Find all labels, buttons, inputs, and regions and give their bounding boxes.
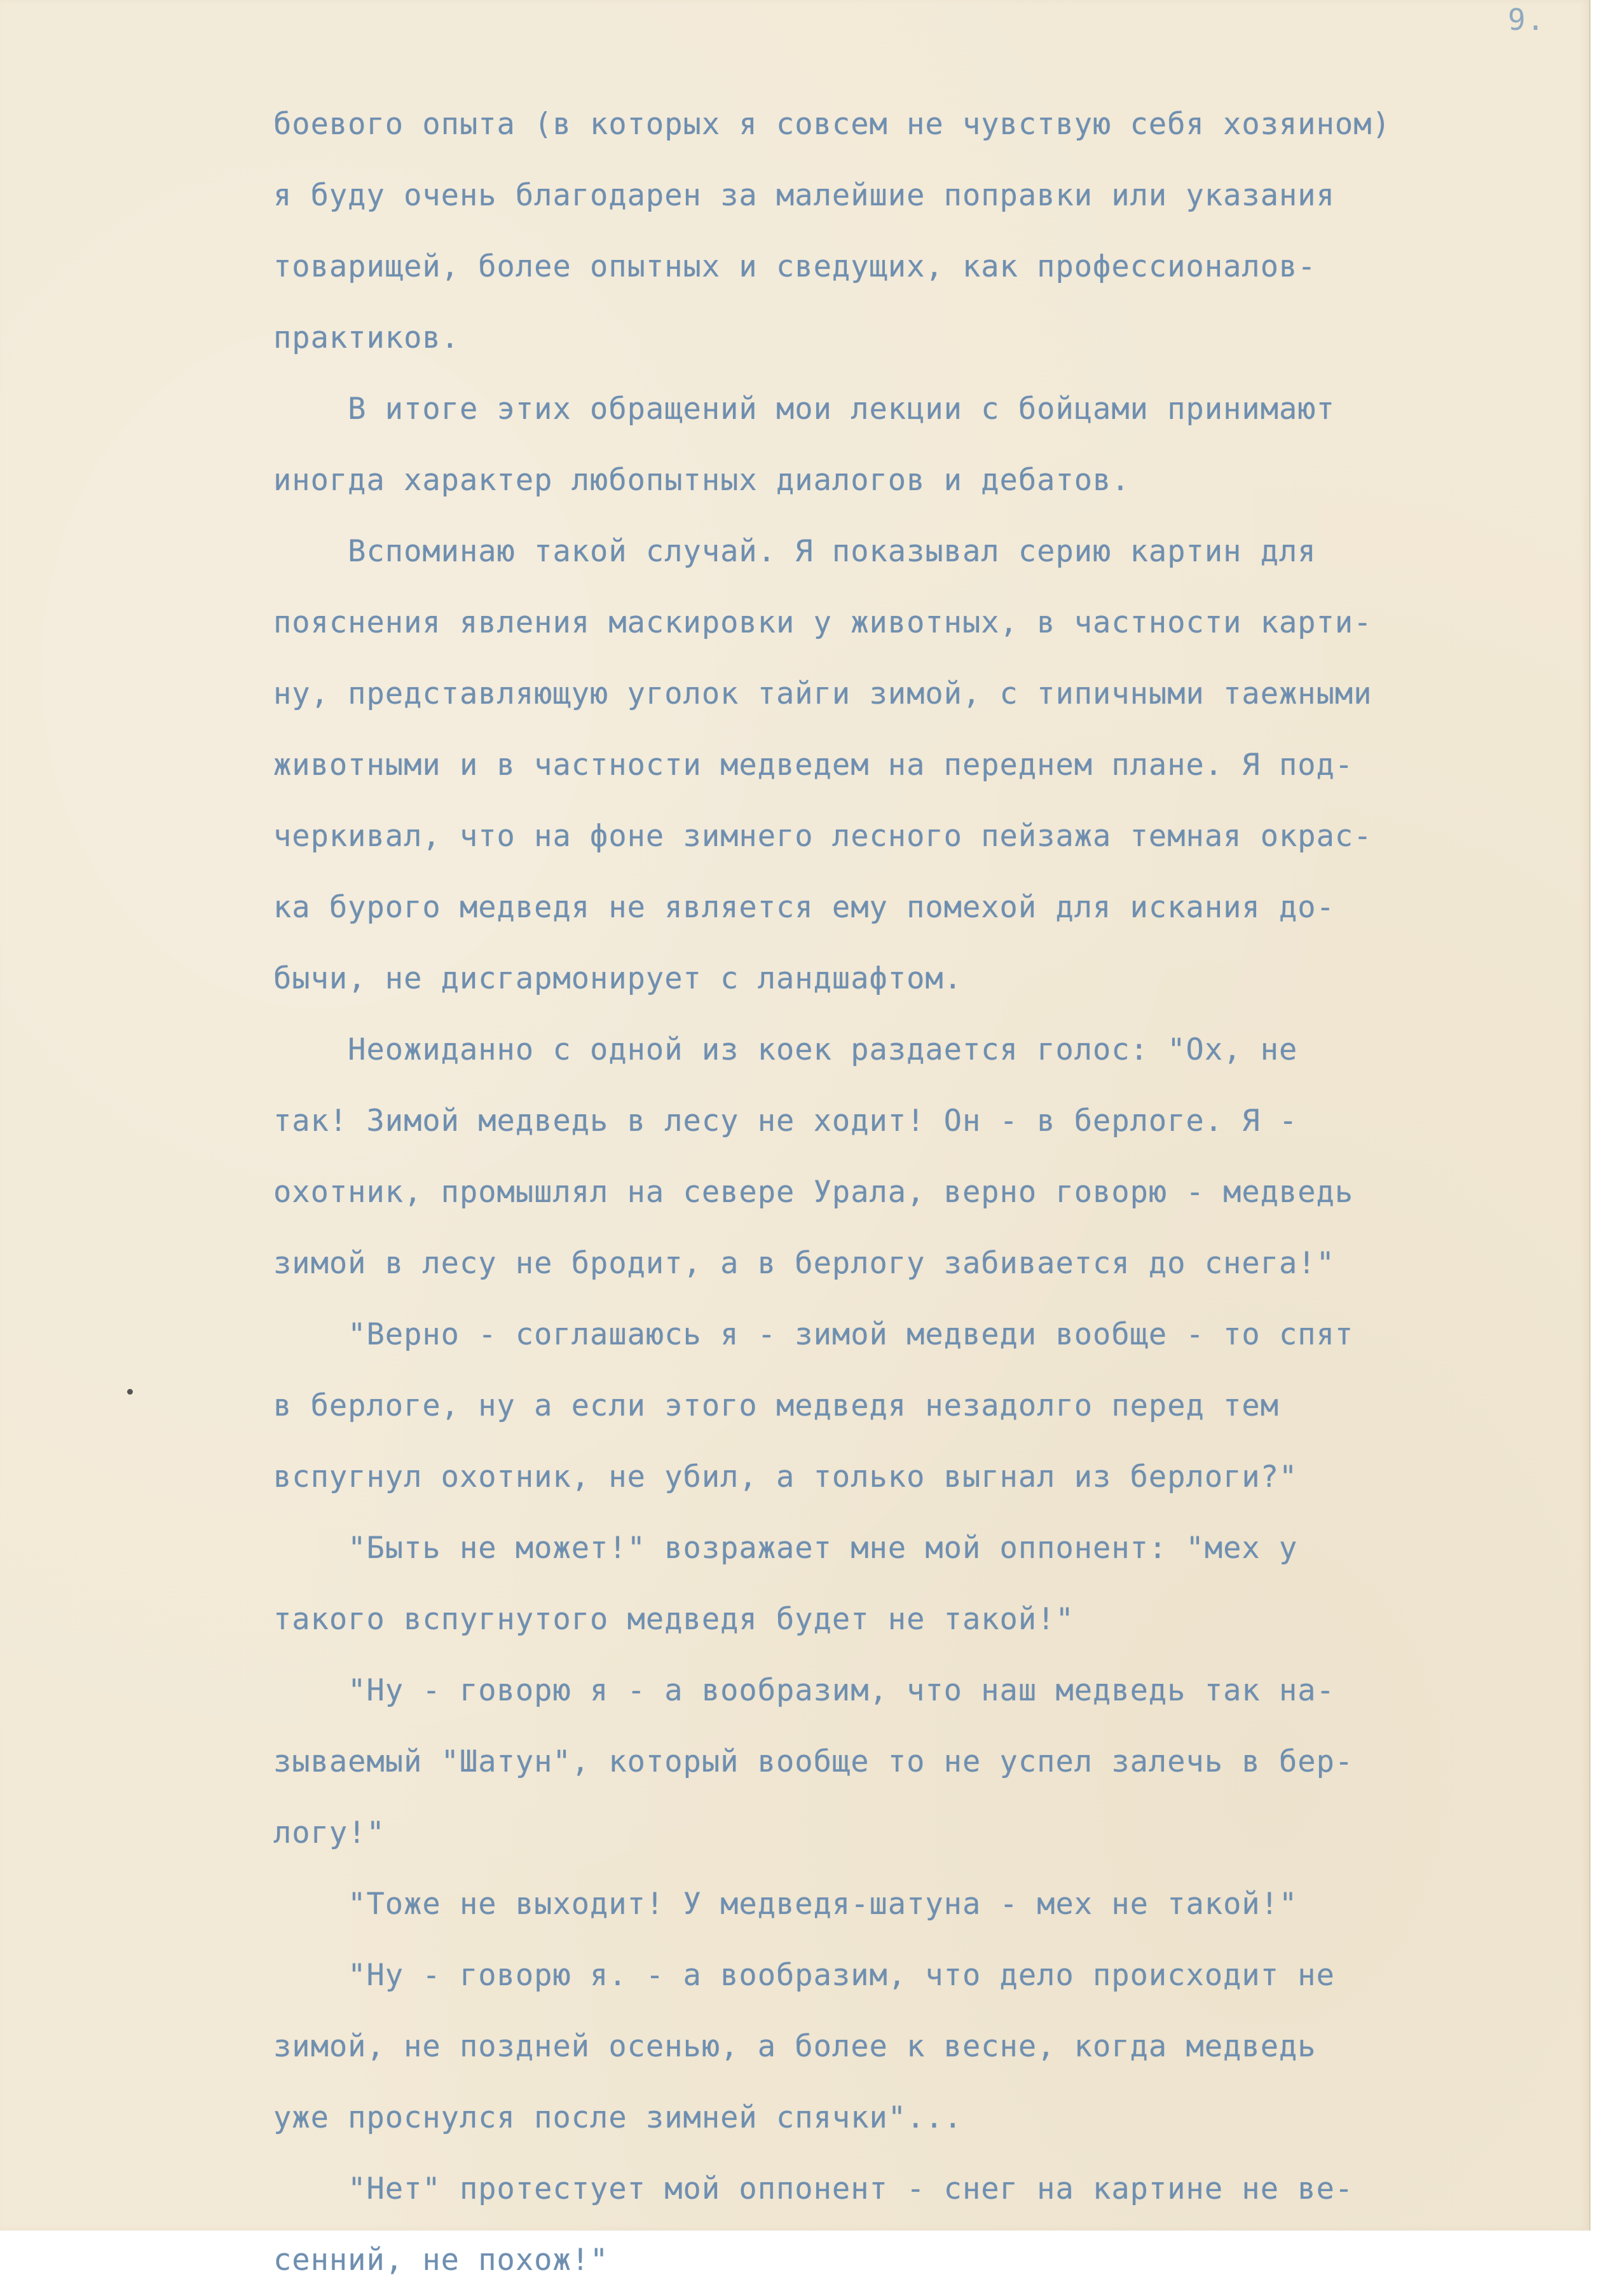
text-line: логу!" (273, 1815, 385, 1850)
text-line: "Ну - говорю я - а вообразим, что наш медведь так на- (273, 1673, 1335, 1708)
text-line: зываемый "Шатун", который вообще то не успел залечь в бер- (273, 1744, 1354, 1779)
text-line: "Тоже не выходит! У медведя-шатуна - мех не такой!" (273, 1887, 1298, 1922)
text-line: бычи, не дисгармонирует с ландшафтом. (273, 961, 962, 996)
paragraph (273, 1655, 1538, 1869)
typewritten-body (273, 89, 1538, 2296)
text-line: "Быть не может!" возражает мне мой оппонент: "мех у (273, 1531, 1298, 1566)
paragraph (273, 1015, 1538, 1299)
text-line: ну, представляющую уголок тайги зимой, с типичными таежными (273, 676, 1372, 711)
text-line: пояснения явления маскировки у животных, в частности карти- (273, 605, 1372, 640)
text-line: "Нет" протестует мой оппонент - снег на картине не ве- (273, 2171, 1354, 2206)
text-line: товарищей, более опытных и сведущих, как профессионалов- (273, 249, 1317, 284)
paragraph (273, 374, 1538, 516)
text-line: я буду очень благодарен за малейшие поправки или указания (273, 178, 1335, 213)
text-line: сенний, не похож!" (273, 2243, 609, 2278)
text-line: иногда характер любопытных диалогов и дебатов. (273, 463, 1130, 498)
paragraph (273, 516, 1538, 1015)
text-line: "Ну - говорю я. - а вообразим, что дело происходит не (273, 1958, 1335, 1993)
paragraph (273, 1940, 1538, 2154)
text-line: такого вспугнутого медведя будет не такой!" (273, 1602, 1074, 1637)
text-line: животными и в частности медведем на переднем плане. Я под- (273, 748, 1354, 782)
scan-margin (1601, 0, 1621, 2231)
text-line: ка бурого медведя не является ему помехой для искания до- (273, 890, 1335, 925)
text-line: в берлоге, ну а если этого медведя незадолго перед тем (273, 1388, 1280, 1423)
text-line: охотник, промышлял на севере Урала, верно говорю - медведь (273, 1175, 1354, 1210)
text-line: боевого опыта (в которых я совсем не чувствую себя хозяином) (273, 107, 1391, 142)
text-line: зимой, не поздней осенью, а более к весне, когда медведь (273, 2029, 1317, 2064)
text-line: вспугнул охотник, не убил, а только выгнал из берлоги?" (273, 1459, 1298, 1494)
ink-dot-mark (127, 1389, 133, 1395)
text-line: практиков. (273, 320, 460, 355)
paragraph (273, 89, 1538, 374)
paragraph (273, 1513, 1538, 1655)
text-line: Неожиданно с одной из коек раздается голос: "Ох, не (273, 1032, 1298, 1067)
text-line: В итоге этих обращений мои лекции с бойцами принимают (273, 392, 1335, 427)
text-line: уже проснулся после зимней спячки"... (273, 2100, 962, 2135)
text-line: "Верно - соглашаюсь я - зимой медведи вообще - то спят (273, 1317, 1354, 1352)
paragraph (273, 2154, 1538, 2296)
text-line: так! Зимой медведь в лесу не ходит! Он - в берлоге. Я - (273, 1104, 1298, 1138)
text-line: черкивал, что на фоне зимнего лесного пейзажа темная окрас- (273, 819, 1372, 854)
text-line: зимой в лесу не бродит, а в берлогу забивается до снега!" (273, 1246, 1335, 1281)
page-number: 9. (1508, 3, 1546, 37)
paragraph (273, 1869, 1538, 1940)
text-line: Вспоминаю такой случай. Я показывал серию картин для (273, 534, 1317, 569)
paragraph (273, 1299, 1538, 1513)
